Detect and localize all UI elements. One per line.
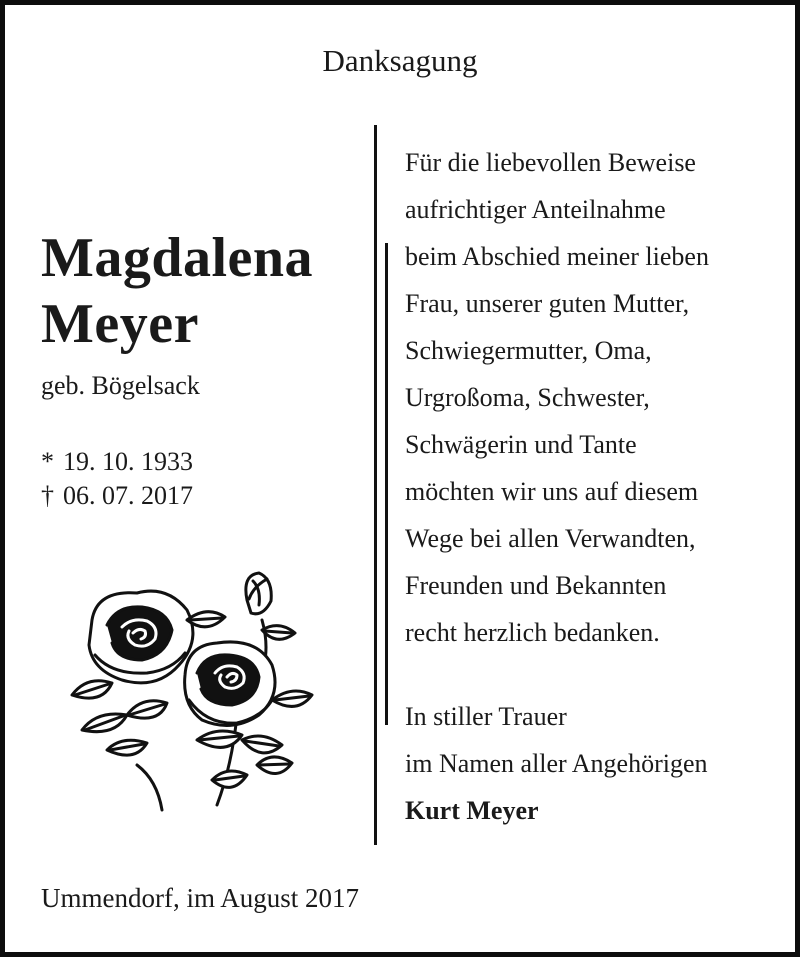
deceased-birth-name: geb. Bögelsack [41, 371, 200, 400]
birth-symbol: * [41, 447, 54, 476]
vertical-divider-long [374, 125, 377, 845]
notice-heading: Danksagung [322, 43, 478, 78]
message-line: Schwägerin und Tante [405, 430, 637, 459]
death-date: 06. 07. 2017 [63, 481, 193, 510]
closing-line-mourning: In stiller Trauer [405, 702, 567, 731]
message-line: recht herzlich bedanken. [405, 618, 660, 647]
life-dates [41, 445, 193, 513]
message-line: Freunden und Bekannten [405, 571, 667, 600]
closing-block [405, 693, 785, 834]
place-and-date: Ummendorf, im August 2017 [41, 883, 359, 913]
deceased-last-name: Meyer [41, 293, 199, 355]
birth-date-row [41, 445, 193, 479]
message-line: Urgroßoma, Schwester, [405, 383, 650, 412]
message-line: Für die liebevollen Beweise [405, 148, 696, 177]
message-line: Schwiegermutter, Oma, [405, 336, 652, 365]
message-line: Wege bei allen Verwandten, [405, 524, 696, 553]
death-date-row [41, 479, 193, 513]
birth-date: 19. 10. 1933 [63, 447, 193, 476]
deceased-first-name: Magdalena [41, 227, 314, 289]
deceased-name [41, 225, 361, 357]
cross-symbol: † [41, 481, 54, 510]
thank-you-message [405, 139, 785, 656]
rose-left [89, 591, 193, 683]
message-line: möchten wir uns auf diesem [405, 477, 699, 506]
message-line: Frau, unserer guten Mutter, [405, 289, 690, 318]
message-line: beim Abschied meiner lieben [405, 242, 709, 271]
rose-stem [217, 715, 237, 805]
vertical-divider-short [385, 243, 388, 725]
roses-illustration [67, 565, 317, 815]
message-line: aufrichtiger Anteilnahme [405, 195, 666, 224]
closing-line-family: im Namen aller Angehörigen [405, 749, 708, 778]
rose-right [185, 642, 275, 726]
rose-stem [137, 765, 162, 810]
signer-name: Kurt Meyer [405, 796, 539, 825]
